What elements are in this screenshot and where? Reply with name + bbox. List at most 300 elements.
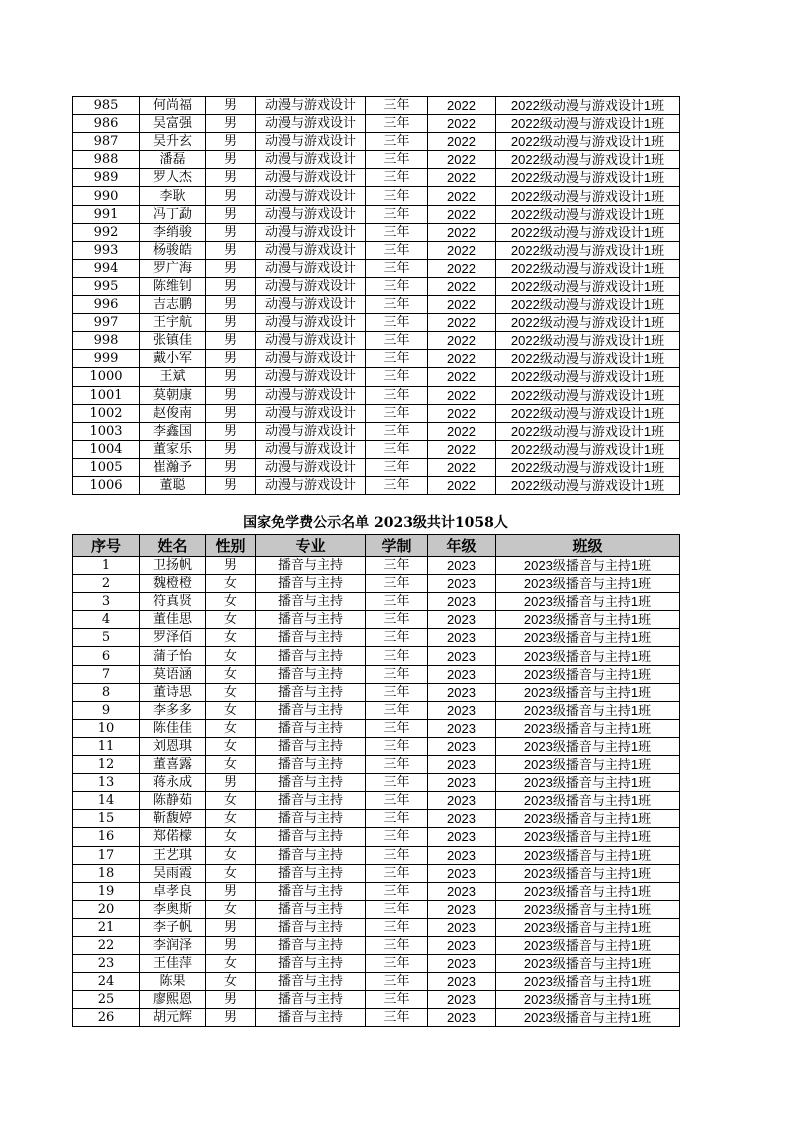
cell-grade: 2022 [428,368,496,386]
cell-major: 播音与主持 [256,900,366,918]
cell-gender: 男 [206,557,256,575]
table-row [73,151,680,169]
cell-duration: 三年 [366,422,428,440]
cell-grade: 2022 [428,476,496,494]
cell-gender: 女 [206,665,256,683]
cell-duration: 三年 [366,756,428,774]
cell-class: 2023级播音与主持1班 [496,611,680,629]
cell-name: 卓孝良 [140,882,206,900]
cell-grade: 2023 [428,557,496,575]
table-row [73,115,680,133]
cell-major: 播音与主持 [256,810,366,828]
cell-gender: 男 [206,440,256,458]
cell-index: 12 [73,756,140,774]
cell-duration: 三年 [366,115,428,133]
cell-name: 张镇佳 [140,332,206,350]
cell-class: 2022级动漫与游戏设计1班 [496,350,680,368]
cell-index: 999 [73,350,140,368]
cell-grade: 2023 [428,955,496,973]
cell-duration: 三年 [366,774,428,792]
cell-duration: 三年 [366,557,428,575]
cell-class: 2023级播音与主持1班 [496,846,680,864]
cell-major: 播音与主持 [256,611,366,629]
cell-gender: 女 [206,737,256,755]
cell-index: 22 [73,936,140,954]
table-row [73,133,680,151]
table-row [73,955,680,973]
table-row [73,187,680,205]
cell-grade: 2023 [428,575,496,593]
table-row [73,593,680,611]
cell-name: 王佳萍 [140,955,206,973]
header-name: 姓名 [140,535,206,557]
cell-duration: 三年 [366,404,428,422]
cell-duration: 三年 [366,332,428,350]
cell-grade: 2023 [428,629,496,647]
cell-duration: 三年 [366,259,428,277]
cell-class: 2022级动漫与游戏设计1班 [496,187,680,205]
cell-name: 董佳思 [140,611,206,629]
cell-major: 播音与主持 [256,701,366,719]
cell-duration: 三年 [366,386,428,404]
cell-grade: 2022 [428,169,496,187]
cell-name: 陈果 [140,973,206,991]
cell-gender: 男 [206,205,256,223]
cell-name: 崔瀚予 [140,458,206,476]
cell-class: 2023级播音与主持1班 [496,683,680,701]
cell-duration: 三年 [366,314,428,332]
cell-major: 播音与主持 [256,955,366,973]
cell-name: 陈维钊 [140,277,206,295]
cell-name: 王宇航 [140,314,206,332]
cell-class: 2022级动漫与游戏设计1班 [496,223,680,241]
header-row [73,535,680,557]
cell-gender: 男 [206,223,256,241]
header-grade: 年级 [428,535,496,557]
cell-major: 播音与主持 [256,629,366,647]
cell-duration: 三年 [366,973,428,991]
cell-gender: 女 [206,792,256,810]
cell-name: 潘磊 [140,151,206,169]
cell-grade: 2022 [428,277,496,295]
cell-major: 播音与主持 [256,719,366,737]
table-row [73,575,680,593]
cell-major: 播音与主持 [256,575,366,593]
cell-class: 2023级播音与主持1班 [496,918,680,936]
cell-class: 2023级播音与主持1班 [496,557,680,575]
cell-name: 靳馥婷 [140,810,206,828]
cell-major: 动漫与游戏设计 [256,404,366,422]
cell-grade: 2022 [428,241,496,259]
cell-class: 2022级动漫与游戏设计1班 [496,296,680,314]
cell-name: 莫朝康 [140,386,206,404]
cell-grade: 2022 [428,151,496,169]
cell-grade: 2022 [428,115,496,133]
cell-duration: 三年 [366,440,428,458]
cell-gender: 男 [206,350,256,368]
cell-duration: 三年 [366,241,428,259]
cell-grade: 2023 [428,774,496,792]
cell-duration: 三年 [366,647,428,665]
cell-major: 动漫与游戏设计 [256,314,366,332]
cell-index: 18 [73,864,140,882]
cell-name: 莫语涵 [140,665,206,683]
cell-grade: 2022 [428,350,496,368]
cell-gender: 女 [206,828,256,846]
cell-class: 2023级播音与主持1班 [496,701,680,719]
cell-grade: 2023 [428,864,496,882]
cell-class: 2023级播音与主持1班 [496,882,680,900]
table-row [73,882,680,900]
cell-duration: 三年 [366,368,428,386]
cell-major: 播音与主持 [256,973,366,991]
cell-gender: 女 [206,629,256,647]
cell-major: 动漫与游戏设计 [256,151,366,169]
cell-grade: 2023 [428,882,496,900]
cell-grade: 2023 [428,719,496,737]
cell-grade: 2023 [428,900,496,918]
cell-grade: 2022 [428,404,496,422]
cell-grade: 2023 [428,737,496,755]
cell-class: 2022级动漫与游戏设计1班 [496,133,680,151]
cell-index: 998 [73,332,140,350]
cell-major: 播音与主持 [256,737,366,755]
cell-index: 2 [73,575,140,593]
cell-class: 2023级播音与主持1班 [496,737,680,755]
table-row [73,368,680,386]
cell-grade: 2022 [428,223,496,241]
cell-class: 2022级动漫与游戏设计1班 [496,259,680,277]
cell-major: 动漫与游戏设计 [256,115,366,133]
cell-name: 李奥斯 [140,900,206,918]
cell-duration: 三年 [366,991,428,1009]
table-row [73,756,680,774]
cell-name: 赵俊南 [140,404,206,422]
cell-gender: 女 [206,647,256,665]
cell-class: 2023级播音与主持1班 [496,792,680,810]
cell-major: 动漫与游戏设计 [256,169,366,187]
cell-duration: 三年 [366,575,428,593]
cell-class: 2023级播音与主持1班 [496,864,680,882]
table-row [73,991,680,1009]
cell-duration: 三年 [366,205,428,223]
cell-index: 7 [73,665,140,683]
cell-name: 罗泽佰 [140,629,206,647]
cell-index: 20 [73,900,140,918]
table-row [73,900,680,918]
cell-major: 播音与主持 [256,882,366,900]
cell-class: 2023级播音与主持1班 [496,756,680,774]
cell-gender: 男 [206,332,256,350]
cell-duration: 三年 [366,737,428,755]
cell-name: 吴富强 [140,115,206,133]
cell-index: 6 [73,647,140,665]
cell-index: 1 [73,557,140,575]
cell-grade: 2023 [428,918,496,936]
header-duration: 学制 [366,535,428,557]
cell-class: 2022级动漫与游戏设计1班 [496,440,680,458]
cell-index: 1006 [73,476,140,494]
cell-grade: 2023 [428,1009,496,1027]
cell-grade: 2022 [428,205,496,223]
table-2022-continued [72,96,680,495]
cell-index: 14 [73,792,140,810]
cell-grade: 2023 [428,665,496,683]
cell-class: 2023级播音与主持1班 [496,900,680,918]
cell-major: 播音与主持 [256,683,366,701]
cell-major: 动漫与游戏设计 [256,133,366,151]
cell-name: 董聪 [140,476,206,494]
list-title: 国家免学费公示名单 2023级共计1058人 [243,515,508,531]
table-row [73,241,680,259]
cell-name: 魏橙橙 [140,575,206,593]
cell-index: 19 [73,882,140,900]
table-row [73,458,680,476]
cell-grade: 2022 [428,440,496,458]
table-row [73,846,680,864]
cell-name: 杨骏皓 [140,241,206,259]
cell-grade: 2023 [428,936,496,954]
cell-name: 董诗思 [140,683,206,701]
cell-index: 997 [73,314,140,332]
table-row [73,918,680,936]
cell-index: 16 [73,828,140,846]
cell-duration: 三年 [366,701,428,719]
cell-class: 2023级播音与主持1班 [496,955,680,973]
table-row [73,973,680,991]
cell-class: 2023级播音与主持1班 [496,973,680,991]
table-row [73,277,680,295]
table-row [73,737,680,755]
cell-major: 播音与主持 [256,828,366,846]
cell-name: 王艺琪 [140,846,206,864]
cell-major: 动漫与游戏设计 [256,259,366,277]
cell-duration: 三年 [366,936,428,954]
cell-major: 动漫与游戏设计 [256,350,366,368]
cell-name: 戴小军 [140,350,206,368]
cell-class: 2023级播音与主持1班 [496,665,680,683]
cell-gender: 男 [206,404,256,422]
cell-duration: 三年 [366,665,428,683]
cell-major: 播音与主持 [256,1009,366,1027]
cell-gender: 男 [206,296,256,314]
cell-gender: 女 [206,575,256,593]
cell-gender: 女 [206,719,256,737]
cell-index: 1001 [73,386,140,404]
cell-duration: 三年 [366,683,428,701]
cell-gender: 男 [206,259,256,277]
table-row [73,647,680,665]
cell-class: 2023级播音与主持1班 [496,629,680,647]
cell-duration: 三年 [366,187,428,205]
cell-class: 2023级播音与主持1班 [496,936,680,954]
cell-grade: 2022 [428,332,496,350]
cell-class: 2023级播音与主持1班 [496,991,680,1009]
cell-major: 播音与主持 [256,936,366,954]
table-row [73,386,680,404]
cell-gender: 男 [206,458,256,476]
cell-gender: 男 [206,169,256,187]
table-row [73,701,680,719]
cell-name: 吴雨霞 [140,864,206,882]
cell-duration: 三年 [366,810,428,828]
cell-class: 2023级播音与主持1班 [496,774,680,792]
table-row [73,440,680,458]
table-row [73,810,680,828]
cell-major: 播音与主持 [256,647,366,665]
cell-gender: 女 [206,973,256,991]
cell-name: 蒲子怡 [140,647,206,665]
cell-major: 动漫与游戏设计 [256,296,366,314]
cell-major: 动漫与游戏设计 [256,223,366,241]
cell-major: 动漫与游戏设计 [256,386,366,404]
table-row [73,774,680,792]
cell-major: 播音与主持 [256,756,366,774]
table-row [73,314,680,332]
cell-index: 3 [73,593,140,611]
cell-gender: 男 [206,476,256,494]
cell-class: 2022级动漫与游戏设计1班 [496,151,680,169]
cell-index: 5 [73,629,140,647]
cell-name: 胡元辉 [140,1009,206,1027]
cell-duration: 三年 [366,629,428,647]
cell-index: 23 [73,955,140,973]
cell-name: 李鑫国 [140,422,206,440]
cell-major: 动漫与游戏设计 [256,458,366,476]
cell-name: 李润泽 [140,936,206,954]
cell-duration: 三年 [366,792,428,810]
cell-name: 董喜露 [140,756,206,774]
cell-duration: 三年 [366,864,428,882]
cell-gender: 女 [206,611,256,629]
cell-major: 动漫与游戏设计 [256,187,366,205]
cell-gender: 女 [206,701,256,719]
cell-index: 991 [73,205,140,223]
cell-index: 1005 [73,458,140,476]
cell-class: 2022级动漫与游戏设计1班 [496,241,680,259]
cell-gender: 女 [206,593,256,611]
cell-class: 2023级播音与主持1班 [496,575,680,593]
table-row [73,332,680,350]
cell-class: 2023级播音与主持1班 [496,810,680,828]
cell-gender: 男 [206,422,256,440]
cell-name: 吴升玄 [140,133,206,151]
cell-major: 播音与主持 [256,792,366,810]
cell-class: 2022级动漫与游戏设计1班 [496,205,680,223]
cell-duration: 三年 [366,476,428,494]
cell-index: 8 [73,683,140,701]
table-row [73,404,680,422]
cell-duration: 三年 [366,719,428,737]
cell-major: 动漫与游戏设计 [256,241,366,259]
cell-class: 2022级动漫与游戏设计1班 [496,422,680,440]
table-row [73,223,680,241]
cell-index: 17 [73,846,140,864]
cell-name: 廖熙恩 [140,991,206,1009]
cell-major: 动漫与游戏设计 [256,440,366,458]
cell-gender: 女 [206,846,256,864]
cell-index: 11 [73,737,140,755]
cell-major: 播音与主持 [256,864,366,882]
cell-name: 王斌 [140,368,206,386]
cell-class: 2023级播音与主持1班 [496,593,680,611]
cell-index: 1002 [73,404,140,422]
cell-class: 2022级动漫与游戏设计1班 [496,458,680,476]
cell-name: 冯丁勐 [140,205,206,223]
cell-major: 动漫与游戏设计 [256,332,366,350]
cell-index: 26 [73,1009,140,1027]
table-row [73,792,680,810]
cell-gender: 女 [206,955,256,973]
cell-index: 10 [73,719,140,737]
table-row [73,350,680,368]
cell-duration: 三年 [366,169,428,187]
cell-index: 996 [73,296,140,314]
cell-grade: 2022 [428,97,496,115]
cell-index: 15 [73,810,140,828]
cell-grade: 2023 [428,991,496,1009]
cell-duration: 三年 [366,611,428,629]
header-major: 专业 [256,535,366,557]
table-row [73,864,680,882]
cell-index: 13 [73,774,140,792]
cell-duration: 三年 [366,828,428,846]
cell-name: 罗广海 [140,259,206,277]
table-row [73,476,680,494]
cell-duration: 三年 [366,223,428,241]
cell-index: 25 [73,991,140,1009]
table-row [73,422,680,440]
header-index: 序号 [73,535,140,557]
cell-major: 播音与主持 [256,557,366,575]
cell-name: 李多多 [140,701,206,719]
cell-grade: 2023 [428,611,496,629]
cell-gender: 女 [206,810,256,828]
cell-index: 1003 [73,422,140,440]
cell-gender: 男 [206,314,256,332]
cell-index: 992 [73,223,140,241]
cell-major: 动漫与游戏设计 [256,205,366,223]
cell-name: 董家乐 [140,440,206,458]
cell-class: 2022级动漫与游戏设计1班 [496,115,680,133]
cell-major: 动漫与游戏设计 [256,277,366,295]
table-row [73,205,680,223]
table-row [73,611,680,629]
cell-index: 21 [73,918,140,936]
cell-index: 985 [73,97,140,115]
cell-gender: 男 [206,115,256,133]
cell-name: 李子帆 [140,918,206,936]
cell-index: 986 [73,115,140,133]
cell-gender: 女 [206,900,256,918]
cell-grade: 2023 [428,846,496,864]
cell-major: 播音与主持 [256,918,366,936]
cell-major: 播音与主持 [256,665,366,683]
cell-class: 2023级播音与主持1班 [496,647,680,665]
table-row [73,719,680,737]
cell-major: 动漫与游戏设计 [256,476,366,494]
cell-gender: 男 [206,97,256,115]
cell-duration: 三年 [366,593,428,611]
cell-grade: 2022 [428,314,496,332]
cell-name: 郑偌檬 [140,828,206,846]
cell-class: 2022级动漫与游戏设计1班 [496,277,680,295]
cell-duration: 三年 [366,846,428,864]
cell-duration: 三年 [366,277,428,295]
cell-major: 播音与主持 [256,991,366,1009]
cell-duration: 三年 [366,955,428,973]
cell-duration: 三年 [366,458,428,476]
